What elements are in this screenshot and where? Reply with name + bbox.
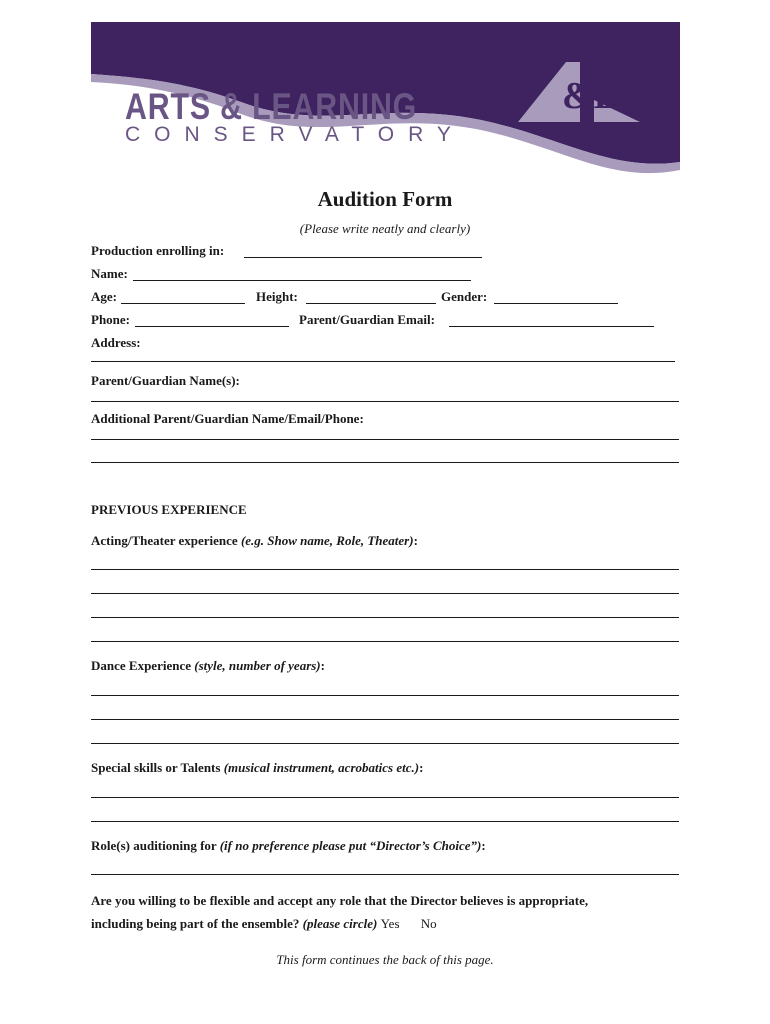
age-label: Age:: [91, 289, 117, 304]
logo-line2: CONSERVATORY: [125, 123, 465, 146]
dance-line-2[interactable]: [91, 719, 679, 720]
age-field[interactable]: [121, 289, 245, 304]
flex-row: [91, 916, 437, 932]
roles-hint: (if no preference please put “Director’s Choice”): [219, 838, 482, 853]
roles-row: Role(s) auditioning for (if no preference please put “Director’s Choice”):: [91, 838, 486, 853]
height-field[interactable]: [306, 289, 436, 304]
name-field[interactable]: [133, 266, 471, 281]
guardian-names-line[interactable]: [91, 401, 679, 402]
dance-line-1[interactable]: [91, 695, 679, 696]
height-label: Height:: [256, 289, 298, 304]
gender-label: Gender:: [441, 289, 488, 304]
additional-guardian-label: Additional Parent/Guardian Name/Email/Phone:: [91, 411, 364, 426]
page-title: Audition Form: [317, 187, 453, 211]
acting-line-3[interactable]: [91, 617, 679, 618]
logo-line1: ARTS & LEARNING: [125, 86, 418, 127]
yes-option[interactable]: Yes: [380, 916, 400, 931]
additional-guardian-line-1[interactable]: [91, 439, 679, 440]
flex-line2: including being part of the ensemble?: [91, 916, 300, 931]
roles-label: Role(s) auditioning for: [91, 838, 217, 853]
dance-row: Dance Experience (style, number of years):: [91, 658, 325, 673]
experience-heading: PREVIOUS EXPERIENCE: [91, 502, 247, 517]
roles-line[interactable]: [91, 874, 679, 875]
emblem-text: &L: [562, 75, 619, 117]
skills-hint: (musical instrument, acrobatics etc.): [223, 760, 420, 775]
guardian-email-label: Parent/Guardian Email:: [299, 312, 435, 327]
production-row: [91, 243, 224, 259]
acting-line-4[interactable]: [91, 641, 679, 642]
acting-label: Acting/Theater experience: [91, 533, 238, 548]
phone-field[interactable]: [135, 312, 289, 327]
production-field[interactable]: [244, 243, 482, 258]
footer-note: This form continues the back of this page.: [276, 952, 494, 967]
no-option[interactable]: No: [420, 916, 437, 931]
phone-label: Phone:: [91, 312, 130, 327]
skills-line-1[interactable]: [91, 797, 679, 798]
dance-hint: (style, number of years): [194, 658, 321, 673]
gender-field[interactable]: [494, 289, 618, 304]
name-label: Name:: [91, 266, 128, 281]
acting-line-2[interactable]: [91, 593, 679, 594]
flex-hint: (please circle): [302, 916, 378, 931]
brand-logo: [125, 88, 481, 146]
production-label: Production enrolling in:: [91, 243, 225, 258]
skills-label: Special skills or Talents: [91, 760, 221, 775]
address-label: Address:: [91, 335, 141, 350]
guardian-names-label: Parent/Guardian Name(s):: [91, 373, 240, 388]
guardian-email-field[interactable]: [449, 312, 654, 327]
flex-line1: Are you willing to be flexible and accept any role that the Director believes is appropriate,: [91, 893, 589, 908]
dance-line-3[interactable]: [91, 743, 679, 744]
emblem-logo: [518, 60, 640, 124]
name-row: [91, 266, 128, 282]
acting-row: Acting/Theater experience (e.g. Show name, Role, Theater):: [91, 533, 418, 548]
acting-line-1[interactable]: [91, 569, 679, 570]
skills-row: Special skills or Talents (musical instrument, acrobatics etc.):: [91, 760, 424, 775]
dance-label: Dance Experience: [91, 658, 192, 673]
skills-line-2[interactable]: [91, 821, 679, 822]
additional-guardian-line-2[interactable]: [91, 462, 679, 463]
acting-hint: (e.g. Show name, Role, Theater): [240, 533, 414, 548]
page-subtitle: (Please write neatly and clearly): [299, 221, 471, 236]
address-line[interactable]: [91, 361, 675, 362]
